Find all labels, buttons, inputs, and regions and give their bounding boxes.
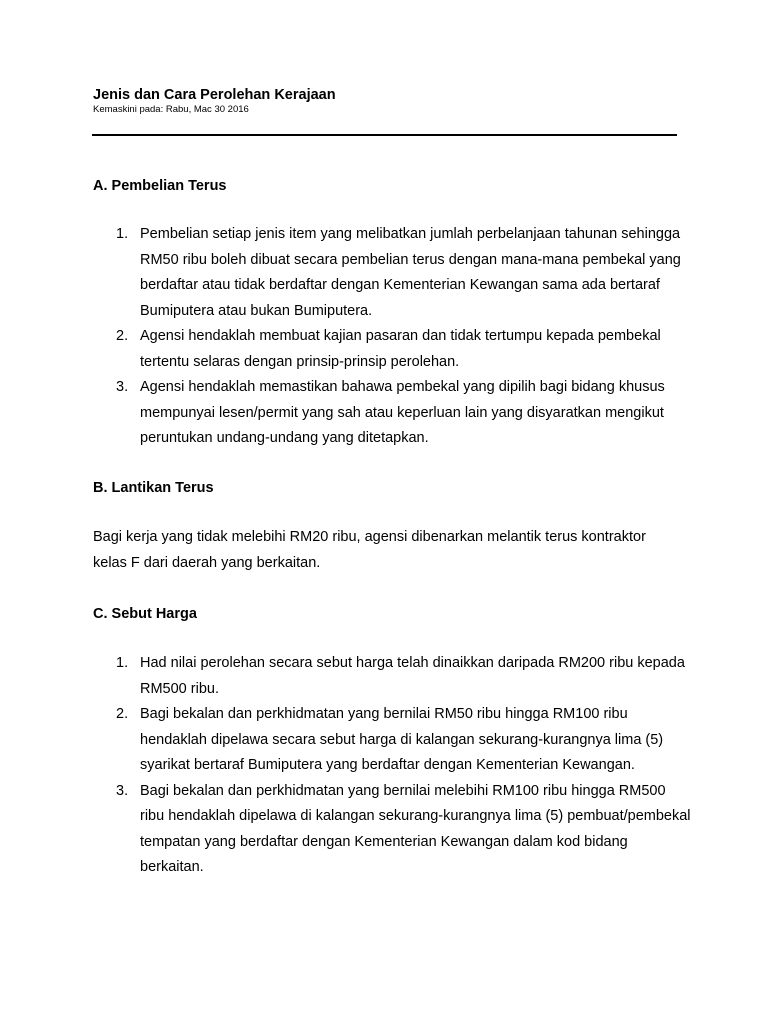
section-heading-sebut-harga: C. Sebut Harga (93, 606, 197, 622)
list-item (93, 222, 693, 324)
list-item-number: 2. (116, 706, 129, 722)
list-item (93, 324, 693, 375)
list-item-text: Agensi hendaklah memastikan bahawa pembekal yang dipilih bagi bidang khusus mempunyai lesen/permit yang sah atau keperluan lain yang disyaratkan mengikut peruntukan undang-undang yang ditetapkan. (140, 379, 665, 446)
list-item-text: Had nilai perolehan secara sebut harga telah dinaikkan daripada RM200 ribu kepada RM500 ribu. (140, 655, 685, 697)
list-item (93, 779, 693, 881)
document-updated-date: Kemaskini pada: Rabu, Mac 30 2016 (93, 104, 249, 115)
list-item-number: 1. (116, 655, 129, 671)
lantikan-terus-paragraph: Bagi kerja yang tidak melebihi RM20 ribu, agensi dibenarkan melantik terus kontraktor kelas F dari daerah yang berkaitan. (93, 529, 646, 571)
document-title: Jenis dan Cara Perolehan Kerajaan (93, 87, 336, 103)
list-item-number: 1. (116, 226, 129, 242)
list-item-text: Bagi bekalan dan perkhidmatan yang bernilai melebihi RM100 ribu hingga RM500 ribu hendaklah dipelawa di kalangan sekurang-kurangnya lima (5) pembuat/pembekal tempatan yang berdaftar dengan Kementerian Kewangan dalam kod bidang berkaitan. (140, 782, 691, 875)
list-item-text: Agensi hendaklah membuat kajian pasaran dan tidak tertumpu kepada pembekal tertentu selaras dengan prinsip-prinsip perolehan. (140, 328, 661, 370)
sebut-harga-list (93, 651, 693, 881)
pembelian-terus-list (93, 222, 693, 452)
list-item-number: 3. (116, 379, 129, 395)
list-item-text: Pembelian setiap jenis item yang melibatkan jumlah perbelanjaan tahunan sehingga RM50 ribu boleh dibuat secara pembelian terus dengan mana-mana pembekal yang berdaftar atau tidak berdaftar dengan Kementerian Kewangan sama ada bertaraf Bumiputera atau bukan Bumiputera. (140, 226, 681, 319)
section-heading-pembelian-terus: A. Pembelian Terus (93, 178, 227, 194)
list-item-text: Bagi bekalan dan perkhidmatan yang bernilai RM50 ribu hingga RM100 ribu hendaklah dipelawa secara sebut harga di kalangan sekurang-kurangnya lima (5) syarikat bertaraf Bumiputera yang berdaftar dengan Kementerian Kewangan. (140, 706, 664, 773)
list-item (93, 651, 693, 702)
list-item (93, 375, 693, 452)
section-heading-lantikan-terus: B. Lantikan Terus (93, 480, 214, 496)
list-item-number: 3. (116, 782, 129, 799)
title-divider (92, 134, 677, 136)
list-item-number: 2. (116, 328, 129, 344)
list-item (93, 702, 693, 779)
